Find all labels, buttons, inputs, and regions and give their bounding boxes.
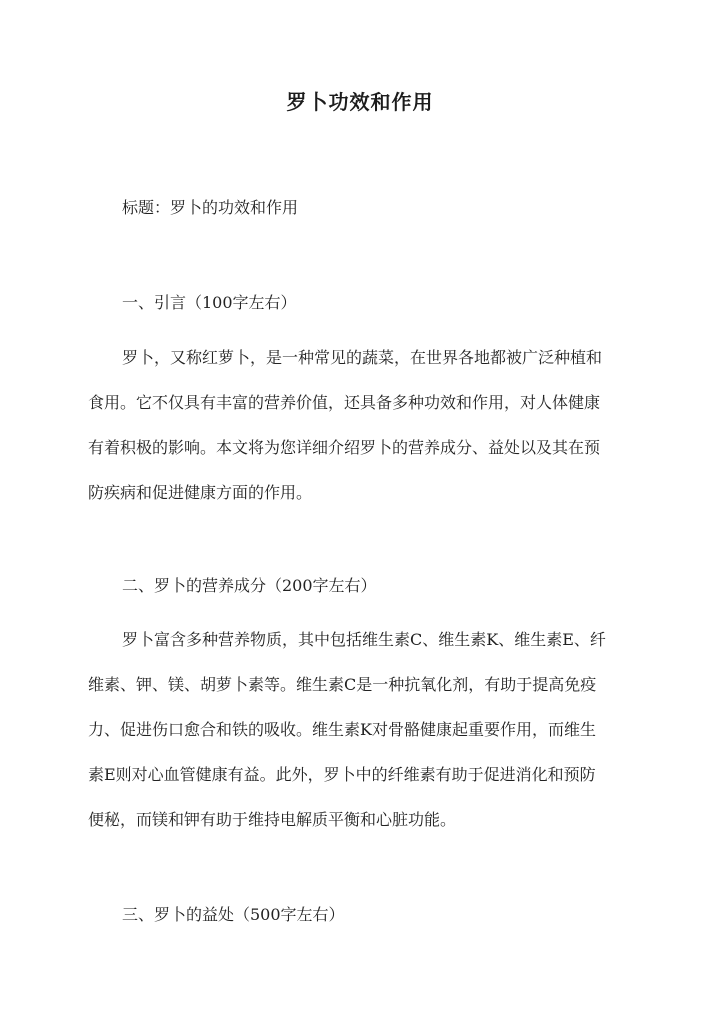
- section-heading-nutrition: 二、罗卜的营养成分（200字左右）: [122, 576, 377, 595]
- document-subtitle: 标题：罗卜的功效和作用: [122, 198, 299, 217]
- paragraph-line: 食用。它不仅具有丰富的营养价值，还具备多种功效和作用，对人体健康: [88, 393, 601, 412]
- paragraph-line: 便秘，而镁和钾有助于维持电解质平衡和心脏功能。: [88, 810, 457, 829]
- paragraph-line: 力、促进伤口愈合和铁的吸收。维生素K对骨骼健康起重要作用，而维生: [88, 720, 596, 739]
- document-title: 罗卜功效和作用: [286, 90, 434, 114]
- paragraph-line: 素E则对心血管健康有益。此外，罗卜中的纤维素有助于促进消化和预防: [88, 765, 596, 784]
- paragraph-line: 维素、钾、镁、胡萝卜素等。维生素C是一种抗氧化剂，有助于提高免疫: [88, 675, 597, 694]
- paragraph-line: 防疾病和促进健康方面的作用。: [88, 483, 313, 502]
- paragraph-line: 罗卜，又称红萝卜，是一种常见的蔬菜，在世界各地都被广泛种植和: [122, 348, 603, 367]
- section-paragraph-intro: [88, 335, 633, 515]
- section-heading-benefits: 三、罗卜的益处（500字左右）: [122, 905, 345, 924]
- section-heading-intro: 一、引言（100字左右）: [122, 293, 297, 312]
- paragraph-line: 罗卜富含多种营养物质，其中包括维生素C、维生素K、维生素E、纤: [122, 630, 606, 649]
- paragraph-line: 有着积极的影响。本文将为您详细介绍罗卜的营养成分、益处以及其在预: [88, 438, 601, 457]
- section-paragraph-nutrition: [88, 617, 633, 842]
